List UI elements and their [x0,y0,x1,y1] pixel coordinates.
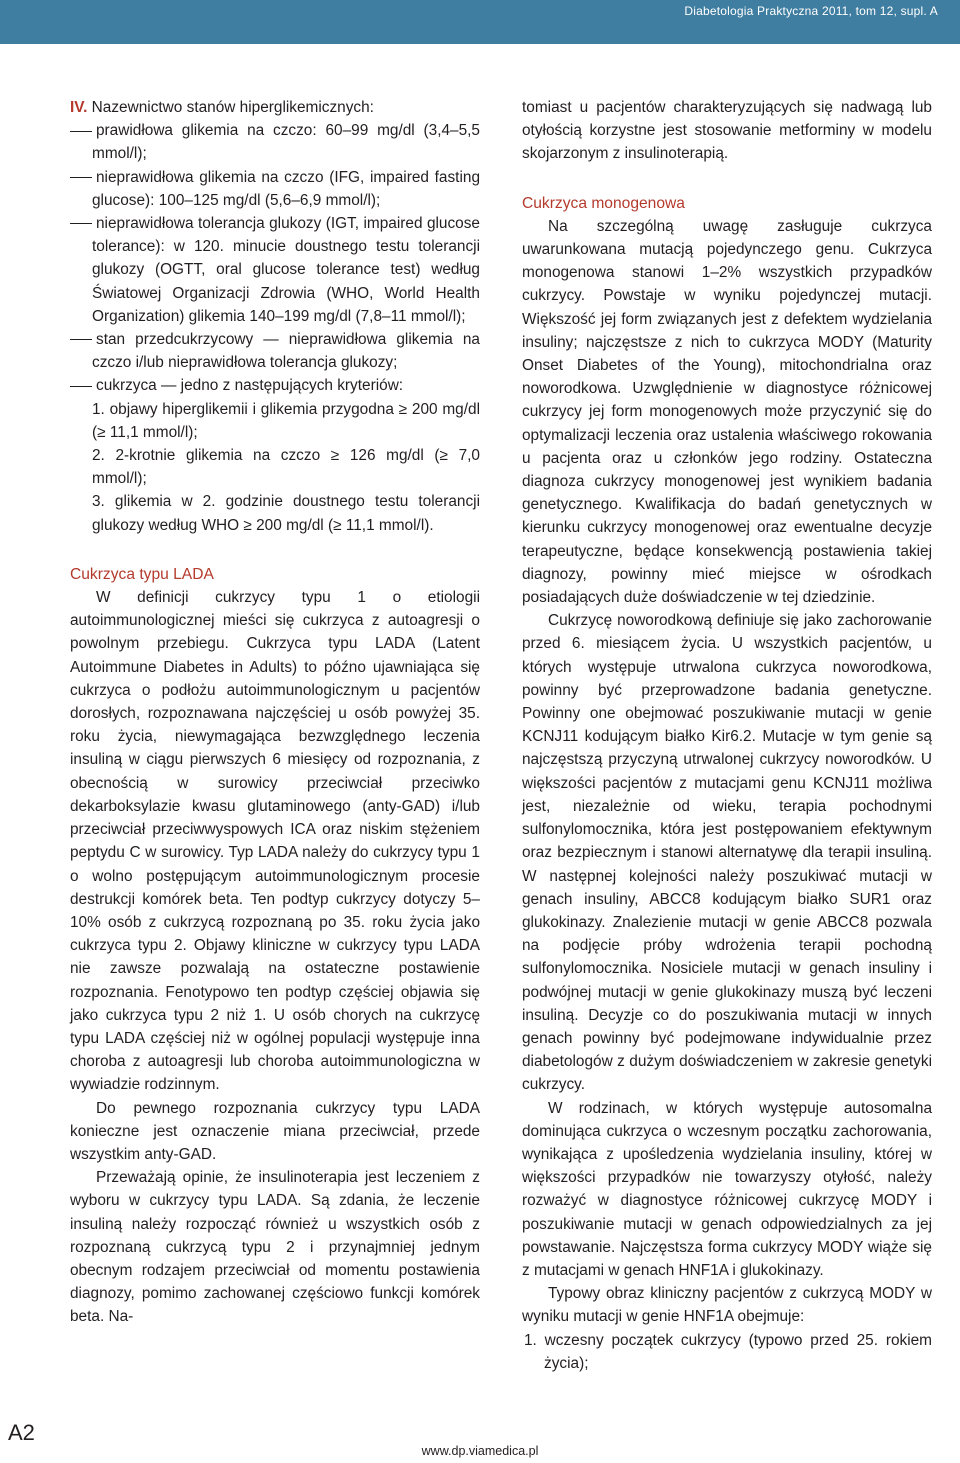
dash-mark [70,339,92,340]
body-paragraph: Typowy obraz kliniczny pacjentów z cukrzycą MODY w wyniku mutacji w genie HNF1A obejmuje: [522,1285,932,1326]
dash-mark [70,131,92,132]
criterion: 2. 2-krotnie glikemia na czczo ≥ 126 mg/dl (≥ 7,0 mmol/l); [92,447,480,488]
list-item: nieprawidłowa tolerancja glukozy (IGT, impaired glucose tolerance): w 120. minucie doustnego testu tolerancji glukozy (OGTT, oral glucose tolerance test) według Światowej Organizacji Zdrowia (WHO, World Health Organization) glikemia 140–199 mg/dl (7,8–11 mmol/l); [70,212,480,328]
dash-mark [70,223,92,224]
criterion: 1. objawy hiperglikemii i glikemia przygodna ≥ 200 mg/dl (≥ 11,1 mmol/l); [92,400,480,441]
dash-mark [70,177,92,178]
left-column [70,96,480,1329]
body-paragraph: W rodzinach, w których występuje autosomalna dominująca cukrzyca o wczesnym początku zachorowania, wynikająca z upośledzenia wydzielania insuliny, której w większości przypadków nie towarzyszy otyłość, należy rozważyć w diagnostyce różnicowej cukrzycę MODY i poszukiwanie mutacji w genach odpowiedzialnych za jej powstawanie. Najczęstsza forma cukrzycy MODY wiąże się z mutacjami w genach HNF1A i glukokinazy. [522,1099,932,1279]
section-title: Nazewnictwo stanów hiperglikemicznych: [87,99,374,116]
running-title: Diabetologia Praktyczna 2011, tom 12, supl. A [684,4,938,18]
body-paragraph: Przeważają opinie, że insulinoterapia jest leczeniem z wyboru w cukrzycy typu LADA. Są zdania, że leczenie insuliną należy rozpocząć również u wszystkich osób z rozpoznaną cukrzycą typu 2 i przynajmniej jednym obecnym rodzajem przeciwciał od momentu postawienia diagnozy, pomimo zachowanej częściowo funkcji komórek beta. Na- [70,1169,480,1326]
header-band [0,0,960,44]
body-paragraph: Cukrzycę noworodkową definiuje się jako zachorowanie przed 6. miesiącem życia. U wszystkich pacjentów, u których występuje utrwalona cukrzyca noworodkowa, powinny być przeprowadzone badania genetyczne. Powinny one obejmować poszukiwanie mutacji w genie KCNJ11 kodującym białko Kir6.2. Mutacje w tym genie są najczęstszą przyczyną utrwalonej cukrzycy noworodków. U większości pacjentów z mutacjami genu KCNJ11 możliwa jest, niezależnie od wieku, terapia pochodnymi sulfonylomocznika, która jest postępowaniem efektywnym oraz bezpiecznym i stanowi alternatywę dla terapii insuliną. W następnej kolejności należy poszukiwać mutacji w genach insuliny, ABCC8 kodującym białko SUR1 oraz glukokinazy. Znalezienie mutacji w genie ABCC8 pozwala na podjęcie próby wdrożenia terapii pochodną sulfonylomocznika. Nosiciele mutacji w genach insuliny i podwójnej mutacji w genie glukokinazy muszą być leczeni insuliną. Decyzje co do poszukiwania mutacji w innych genach powinny być podejmowane indywidualnie przez diabetologów z dużym doświadczeniem w zakresie genetyki cukrzycy. [522,612,932,1094]
monogenic-heading: Cukrzyca monogenowa [522,194,685,212]
page-number: A2 [8,1420,35,1445]
section-heading [70,96,480,119]
criteria-list [70,398,480,537]
website-footer: www.dp.viamedica.pl [421,1444,539,1458]
body-paragraph: Na szczególną uwagę zasługuje cukrzyca uwarunkowana mutacją pojedynczego genu. Cukrzyca monogenowa stanowi 1–2% wszystkich przypadków cukrzycy. Powstaje w wyniku pojedynczej mutacji. Większość jej form związanych jest z defektem wydzielania insuliny; najczęstsze z nich to cukrzyca MODY (Maturity Onset Diabetes of the Young), mitochondrialna oraz noworodkowa. Uzwględnienie w diagnostyce różnicowej cukrzycy jej form monogenowych może przyczynić się do optymalizacji leczenia oraz ustalenia właściwego rokowania u pacjenta oraz u członków jego rodziny. Ostateczna diagnoza cukrzycy monogenowej jest wynikiem badania genetycznego. Kwalifikacja do badań genetycznych w kierunku cukrzycy monogenowej oraz ewentualne decyzje terapeutyczne, będące konsekwencją postawienia takiej diagnozy, powinny mieć miejsce w ośrodkach posiadających duże doświadczenie w tej dziedzinie. [522,217,932,607]
dash-mark [70,386,92,387]
body-paragraph: Do pewnego rozpoznania cukrzycy typu LADA konieczne jest oznaczenie miana przeciwciał, przede wszystkim anty-GAD. [70,1099,480,1163]
definitions-list [70,119,480,397]
list-item: prawidłowa glikemia na czczo: 60–99 mg/dl (3,4–5,5 mmol/l); [70,119,480,165]
numbered-item: 1. wczesny początek cukrzycy (typowo przed 25. rokiem życia); [524,1331,932,1372]
list-item: stan przedcukrzycowy — nieprawidłowa glikemia na czczo i/lub nieprawidłowa tolerancja glukozy; [70,328,480,374]
body-paragraph: W definicji cukrzycy typu 1 o etiologii autoimmunologicznej mieści się cukrzyca z autoagresji o powolnym przebiegu. Cukrzyca typu LADA (Latent Autoimmune Diabetes in Adults) to późno ujawniająca się cukrzyca o podłożu autoimmunologicznym u pacjentów dorosłych, rozpoznawana najczęściej u osób powyżej 35. roku życia, niewymagająca bezwzględnego leczenia insuliną w ciągu pierwszych 6 miesięcy od rozpoznania, z obecnością w surowicy przeciwciał przeciwko dekarboksylazie kwasu glutaminowego (anty-GAD) i/lub przeciwciał przeciwwyspowych ICA oraz niskim stężeniem peptydu C w surowicy. Typ LADA należy do cukrzycy typu 1 o wolno postępującym autoimmunologicznym procesie destrukcji komórek beta. Ten podtyp cukrzycy dotyczy 5–10% osób z cukrzycą rozpoznaną po 35. roku życia jako cukrzyca typu 2. Objawy kliniczne w cukrzycy typu LADA nie zawsze pozwalają na ostateczne postawienie rozpoznania. Fenotypowo ten podtyp częściej objawia się jako cukrzyca typu 2 niż 1. U osób chorych na cukrzycę typu LADA częściej niż w ogólnej populacji występuje inna choroba z autoagresji lub choroba autoimmunologiczna w wywiadzie rodzinnym. [70,589,480,1094]
right-column [522,96,932,1375]
list-item: cukrzyca — jedno z następujących kryteriów: [70,374,480,397]
criterion: 3. glikemia w 2. godzinie doustnego testu tolerancji glukozy według WHO ≥ 200 mg/dl (≥ 11,1 mmol/l). [92,493,480,534]
list-item: nieprawidłowa glikemia na czczo (IFG, impaired fasting glucose): 100–125 mg/dl (5,6–6,9 mmol/l); [70,166,480,212]
continuation-paragraph: tomiast u pacjentów charakteryzujących się nadwagą lub otyłością korzystne jest stosowanie metforminy w modelu skojarzonym z insulinoterapią. [522,99,932,163]
section-number: IV. [70,99,88,116]
lada-heading: Cukrzyca typu LADA [70,565,214,583]
